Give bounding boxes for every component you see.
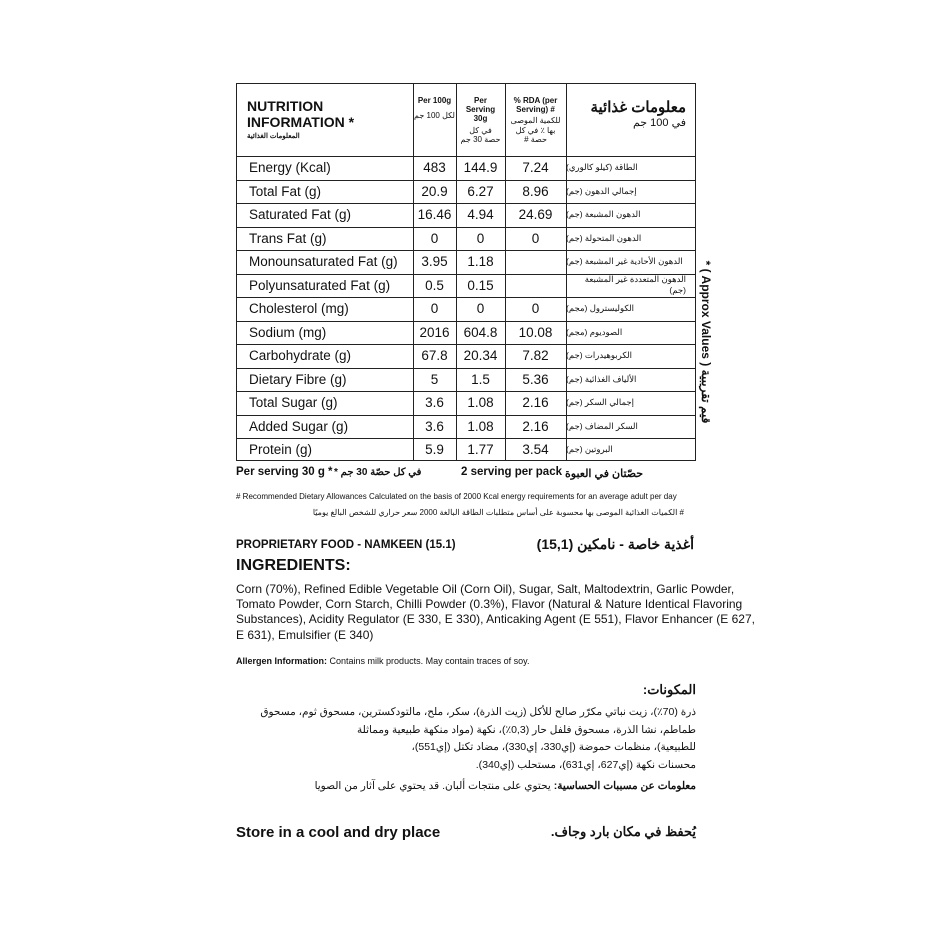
ingredients-text xyxy=(236,582,755,643)
nutrient-name: Monounsaturated Fat (g) xyxy=(249,254,398,270)
nutrient-name: Cholesterol (mg) xyxy=(249,301,349,317)
approx-values-text: * ( Approx Values ) قيم تقريبية xyxy=(699,260,713,424)
ingredients-line-ar: للطبيعية)، منظمات حموضة (إي330، إي330)، مضاد تكتل (إي551)، xyxy=(411,741,696,753)
value-per-100g: 0.5 xyxy=(425,277,444,293)
nutrient-name: Saturated Fat (g) xyxy=(249,207,352,223)
servings-per-pack-ar: حصّتان في العبوة xyxy=(565,468,644,480)
header-per100-label: Per 100g xyxy=(417,96,452,105)
nutrient-name: Trans Fat (g) xyxy=(249,230,327,246)
nutrient-name-ar: إجمالي السكر (جم) xyxy=(566,397,635,408)
table-title-en-sub: المعلومات الغذائية xyxy=(247,133,300,140)
nutrient-name-ar: السكر المضاف (جم) xyxy=(566,420,638,431)
value-per-100g: 3.6 xyxy=(425,418,444,434)
nutrient-name: Polyunsaturated Fat (g) xyxy=(249,277,391,293)
value-per-serving: 0.15 xyxy=(467,277,494,293)
ingredients-line: Substances), Acidity Regulator (E 330, E 330), Anticaking Agent (E 551), Flavor Enhancer (E 627, xyxy=(236,612,755,627)
allergen-info-ar xyxy=(315,780,696,792)
value-per-serving: 1.77 xyxy=(467,442,494,458)
value-per-serving: 0 xyxy=(476,230,485,246)
value-per-100g: 2016 xyxy=(419,324,450,340)
value-rda: 24.69 xyxy=(518,207,553,223)
value-per-serving: 4.94 xyxy=(467,207,494,223)
header-serving xyxy=(456,96,505,146)
nutrient-name: Dietary Fibre (g) xyxy=(249,371,347,387)
nutrient-name: Energy (Kcal) xyxy=(249,160,331,176)
ingredients-line: Corn (70%), Refined Edible Vegetable Oil (Corn Oil), Sugar, Salt, Maltodextrin, Garlic Powder, xyxy=(236,582,735,596)
header-per100 xyxy=(413,96,456,136)
storage-en: Store in a cool and dry place xyxy=(236,824,441,841)
nutrient-name: Total Fat (g) xyxy=(249,183,322,199)
value-rda: 2.16 xyxy=(522,418,549,434)
ingredients-line: Tomato Powder, Corn Starch, Chilli Powder (0.3%), Flavor (Natural & Nature Identical Flavoring xyxy=(236,597,743,612)
value-per-100g: 16.46 xyxy=(417,207,452,223)
value-per-100g: 5 xyxy=(430,371,439,387)
value-per-100g: 20.9 xyxy=(421,183,448,199)
value-rda: 3.54 xyxy=(522,442,549,458)
nutrient-name: Added Sugar (g) xyxy=(249,418,349,434)
per-serving-ar: في كل حصّة 30 جم * xyxy=(334,467,422,478)
value-per-100g: 67.8 xyxy=(421,348,448,364)
value-per-serving: 1.18 xyxy=(467,254,494,270)
value-per-serving: 1.08 xyxy=(467,395,494,411)
nutrient-name-ar: إجمالي الدهون (جم) xyxy=(566,185,637,196)
value-per-100g: 3.6 xyxy=(425,395,444,411)
nutrient-name: Protein (g) xyxy=(249,442,313,458)
value-per-serving: 1.08 xyxy=(467,418,494,434)
nutrition-table xyxy=(236,83,696,461)
value-per-100g: 5.9 xyxy=(425,442,444,458)
allergen-info-en xyxy=(236,656,529,666)
header-serving-label: Per Serving 30g xyxy=(465,96,496,124)
value-rda: 7.82 xyxy=(522,348,549,364)
value-rda: 0 xyxy=(531,301,540,317)
value-per-serving: 6.27 xyxy=(467,183,494,199)
nutrient-name-ar: الدهون المتحولة (جم) xyxy=(566,232,642,243)
value-rda: 5.36 xyxy=(522,371,549,387)
value-per-serving: 144.9 xyxy=(463,160,498,176)
value-per-serving: 20.34 xyxy=(463,348,498,364)
value-per-100g: 0 xyxy=(430,230,439,246)
table-title-ar-sub: في 100 جم xyxy=(632,117,686,129)
nutrient-name-ar: الدهون الأحادية غير المشبعة (جم) xyxy=(566,256,683,267)
value-per-serving: 1.5 xyxy=(471,371,490,387)
allergen-label-en: Allergen Information: xyxy=(236,656,328,666)
value-rda: 8.96 xyxy=(522,183,549,199)
rda-footnote-en: # Recommended Dietary Allowances Calculated on the basis of 2000 Kcal energy requirements for an average adult per day xyxy=(236,492,677,501)
nutrient-name-ar: الكربوهيدرات (جم) xyxy=(566,350,633,361)
value-per-serving: 0 xyxy=(476,301,485,317)
nutrient-name-ar: الكوليسترول (مجم) xyxy=(566,303,635,314)
header-title-ar-cell xyxy=(566,98,694,138)
value-per-serving: 604.8 xyxy=(463,324,498,340)
header-rda xyxy=(505,96,566,152)
servings-per-pack-en: 2 serving per pack xyxy=(461,466,562,478)
nutrient-name: Sodium (mg) xyxy=(249,324,327,340)
nutrient-name: Total Sugar (g) xyxy=(249,395,338,411)
value-per-100g: 0 xyxy=(430,301,439,317)
value-per-100g: 3.95 xyxy=(421,254,448,270)
ingredients-line: E 631), Emulsifier (E 340) xyxy=(236,627,374,642)
nutrient-name-ar: الطاقة (كيلو كالوري) xyxy=(566,162,638,173)
table-title-en: NUTRITION INFORMATION * xyxy=(247,98,355,130)
value-rda xyxy=(505,250,566,274)
storage-ar: يُحفظ في مكان بارد وجاف. xyxy=(550,824,696,839)
ingredients-line-ar: محسنات نكهة (إي627، إي631)، مستحلب (إي340). xyxy=(475,758,696,771)
header-rda-ar: للكمية الموصى بها ٪ في كل حصة # xyxy=(510,116,561,144)
nutrient-name: Carbohydrate (g) xyxy=(249,348,352,364)
allergen-text-en: Contains milk products. May contain traces of soy. xyxy=(329,656,530,666)
table-title-ar: معلومات غذائية xyxy=(590,99,686,116)
value-rda xyxy=(505,274,566,298)
ingredients-line-ar: ذرة (70٪)، زيت نباتي مكرّر صالح للأكل (زيت الذرة)، سكر، ملح، مالتودكسترين، مسحوق ثوم، مسحوق xyxy=(260,706,696,718)
ingredients-title-ar: المكونات: xyxy=(642,682,696,697)
nutrient-name-ar: الدهون المشبعة (جم) xyxy=(566,209,641,220)
proprietary-food-ar: أغذية خاصة - نامكين (15,1) xyxy=(536,536,694,552)
allergen-text-ar: يحتوي على منتجات ألبان. قد يحتوي على آثار من الصويا xyxy=(314,780,551,792)
rda-footnote-ar: # الكميات الغذائية الموصى بها محسوبة على أساس متطلبات الطاقة البالغة 2000 سعر حراري للشخص البالغ يوميًا xyxy=(312,508,684,517)
header-title-cell xyxy=(247,98,417,138)
value-rda: 0 xyxy=(531,230,540,246)
approx-values-label xyxy=(696,262,716,422)
ingredients-title: INGREDIENTS: xyxy=(236,557,351,574)
ingredients-line-ar: طماطم، نشا الذرة، مسحوق فلفل حار (0,3٪)، نكهة (مواد منكهة طبيعية ومماثلة xyxy=(357,723,696,736)
value-rda: 2.16 xyxy=(522,395,549,411)
header-per100-ar: لكل 100 جم xyxy=(414,111,455,121)
nutrient-name-ar: الصوديوم (مجم) xyxy=(566,326,623,337)
nutrient-name-ar: الدهون المتعددة غير المشبعة (جم) xyxy=(584,274,686,296)
allergen-label-ar: معلومات عن مسببات الحساسية: xyxy=(553,780,696,792)
value-per-100g: 483 xyxy=(423,160,446,176)
nutrient-name-ar: البروتين (جم) xyxy=(566,444,613,455)
value-rda: 7.24 xyxy=(522,160,549,176)
header-rda-label: % RDA (per Serving) # xyxy=(513,96,558,115)
value-rda: 10.08 xyxy=(518,324,553,340)
proprietary-food-en: PROPRIETARY FOOD - NAMKEEN (15.1) xyxy=(236,539,456,551)
header-serving-ar: في كل حصة 30 جم xyxy=(460,125,501,144)
ingredients-text-ar xyxy=(240,704,696,774)
per-serving-en: Per serving 30 g * xyxy=(236,466,333,478)
nutrient-name-ar: الألياف الغذائية (جم) xyxy=(566,373,637,384)
